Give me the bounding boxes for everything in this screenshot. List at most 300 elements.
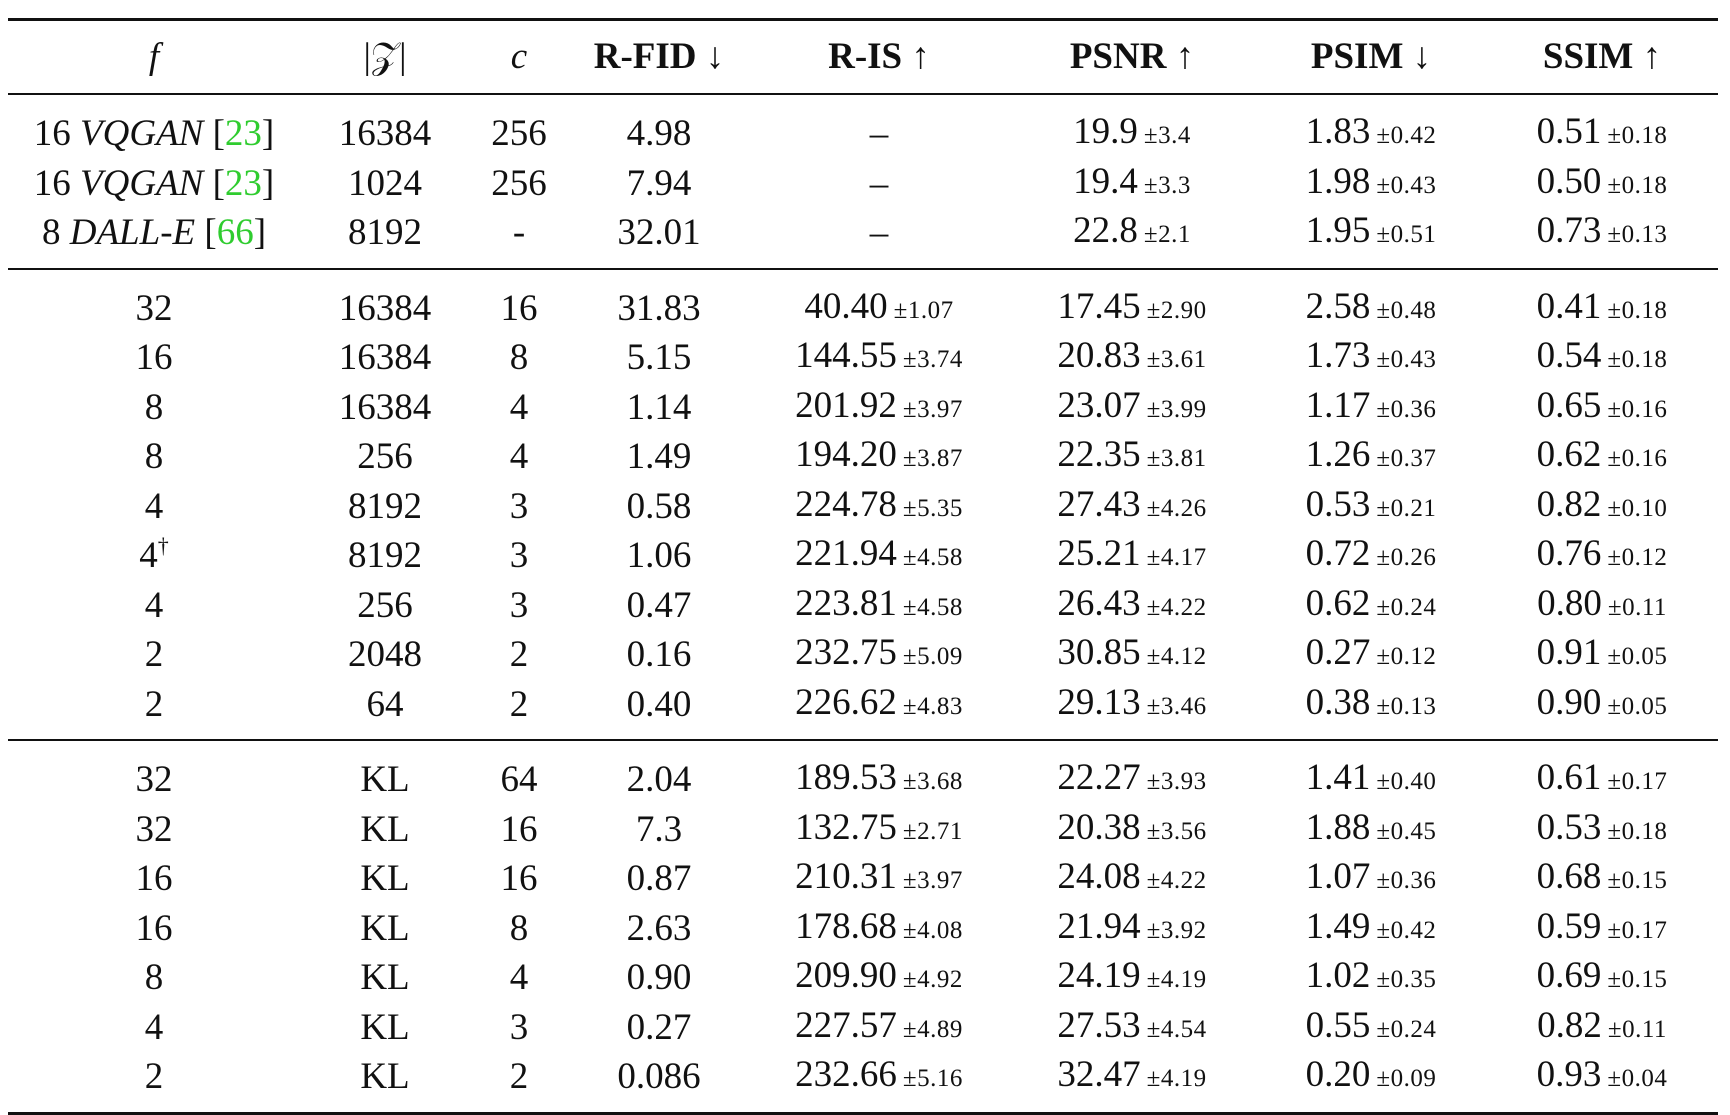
cell-f — [8, 755, 300, 805]
ris-std: ±5.35 — [902, 494, 963, 522]
f-value: 8 — [144, 957, 164, 998]
ssim-value: 0.93 — [1536, 1054, 1602, 1095]
cell-f — [8, 531, 300, 581]
cell-psnr — [1008, 383, 1256, 433]
c-value: 8 — [509, 907, 529, 949]
psim-value: 1.41 — [1305, 757, 1371, 798]
psnr-value: 17.45 — [1057, 285, 1141, 327]
c-value: 16 — [500, 808, 538, 850]
header-ssim-arrow: ↑ — [1642, 36, 1662, 77]
cell-c — [470, 284, 568, 334]
ris-value: 226.62 — [795, 681, 897, 723]
cell-c — [470, 208, 568, 258]
c-value: 8 — [509, 337, 529, 378]
model-name: DALL-E — [69, 212, 196, 253]
z-value: 8192 — [348, 535, 422, 576]
cell-z — [300, 953, 470, 1003]
table-row — [8, 953, 1718, 1003]
psim-value: 0.55 — [1305, 1004, 1371, 1046]
cell-rfid — [568, 383, 750, 433]
psnr-value: 19.9 — [1073, 111, 1138, 152]
cell-c — [470, 854, 568, 904]
table-row — [8, 680, 1718, 730]
cell-rfid — [568, 284, 750, 334]
ssim-value: 0.53 — [1536, 806, 1602, 848]
psim-std: ±0.35 — [1376, 966, 1437, 993]
psnr-std: ±4.17 — [1146, 544, 1207, 571]
cell-rfid — [568, 432, 750, 482]
cell-psim — [1256, 1003, 1486, 1053]
psnr-value: 32.47 — [1057, 1054, 1141, 1095]
table-row — [8, 333, 1718, 383]
cell-psim — [1256, 630, 1486, 680]
cell-psnr — [1008, 630, 1256, 680]
cell-z — [300, 854, 470, 904]
psnr-std: ±2.90 — [1146, 296, 1207, 324]
cell-ssim — [1486, 904, 1718, 954]
z-value: 16384 — [338, 337, 432, 378]
ris-value: 227.57 — [795, 1004, 897, 1046]
psim-std: ±0.43 — [1376, 171, 1437, 199]
rfid-value: 32.01 — [617, 212, 701, 253]
cell-ssim — [1486, 805, 1718, 855]
psim-std: ±0.13 — [1376, 692, 1437, 720]
ris-value: 221.94 — [795, 533, 897, 574]
psim-value: 1.73 — [1305, 335, 1371, 376]
cell-c — [470, 805, 568, 855]
z-value: 2048 — [348, 634, 422, 675]
cell-ssim — [1486, 755, 1718, 805]
table-row — [8, 531, 1718, 581]
psnr-std: ±4.19 — [1146, 1065, 1207, 1092]
f-value: 16 — [135, 907, 173, 949]
psnr-std: ±3.81 — [1146, 445, 1207, 472]
header-rfid — [568, 21, 750, 93]
f-value: 8 — [41, 212, 61, 253]
cell-ris — [750, 805, 1008, 855]
cell-ris — [750, 432, 1008, 482]
psim-value: 1.07 — [1305, 856, 1371, 897]
ssim-value: 0.82 — [1537, 1004, 1602, 1046]
cell-psim — [1256, 383, 1486, 433]
rfid-value: 1.06 — [626, 535, 692, 576]
c-value: 16 — [500, 858, 538, 899]
cell-psim — [1256, 208, 1486, 258]
cell-z — [300, 755, 470, 805]
table-row — [8, 383, 1718, 433]
cell-ssim — [1486, 680, 1718, 730]
cell-psnr — [1008, 953, 1256, 1003]
psnr-std: ±4.12 — [1146, 643, 1207, 670]
cell-ssim — [1486, 284, 1718, 334]
cell-ssim — [1486, 854, 1718, 904]
cell-psim — [1256, 284, 1486, 334]
z-value: KL — [360, 759, 410, 800]
cell-c — [470, 383, 568, 433]
cell-psnr — [1008, 208, 1256, 258]
c-value: 3 — [509, 584, 529, 626]
psnr-value: 27.43 — [1057, 483, 1141, 525]
cell-ris — [750, 904, 1008, 954]
cell-rfid — [568, 208, 750, 258]
z-value: KL — [360, 858, 410, 899]
c-value: 4 — [509, 386, 529, 428]
cell-psnr — [1008, 333, 1256, 383]
c-value: 64 — [500, 759, 538, 800]
psnr-value: 23.07 — [1057, 384, 1141, 426]
ssim-value: 0.59 — [1536, 905, 1602, 947]
table-row — [8, 208, 1718, 258]
cell-psim — [1256, 953, 1486, 1003]
header-ris-label: R-IS — [828, 36, 903, 77]
psim-value: 2.58 — [1305, 285, 1371, 327]
ssim-std: ±0.13 — [1607, 221, 1668, 248]
ssim-std: ±0.05 — [1607, 692, 1668, 720]
ssim-value: 0.54 — [1536, 335, 1602, 376]
cell-ris — [750, 680, 1008, 730]
c-value: - — [512, 212, 526, 253]
cell-psnr — [1008, 581, 1256, 631]
f-value: 16 — [33, 162, 71, 204]
ris-std: ±4.92 — [902, 966, 963, 993]
rfid-value: 2.04 — [626, 759, 692, 800]
rfid-value: 1.14 — [626, 386, 692, 428]
ris-value: 201.92 — [795, 384, 897, 426]
table-row — [8, 904, 1718, 954]
psim-value: 1.95 — [1305, 210, 1371, 251]
psnr-std: ±4.19 — [1146, 966, 1207, 993]
ssim-std: ±0.05 — [1607, 643, 1668, 670]
rfid-value: 31.83 — [617, 287, 701, 329]
cell-c — [470, 904, 568, 954]
ris-value: 144.55 — [795, 335, 897, 376]
cell-ris — [750, 854, 1008, 904]
header-psnr-label: PSNR — [1069, 36, 1167, 77]
rfid-value: 0.16 — [626, 634, 692, 675]
ris-std: ±4.83 — [902, 692, 963, 720]
cell-psim — [1256, 581, 1486, 631]
ris-value: 178.68 — [795, 905, 897, 947]
cell-c — [470, 432, 568, 482]
psnr-value: 26.43 — [1057, 582, 1141, 624]
psim-std: ±0.42 — [1376, 916, 1437, 944]
psnr-value: 24.19 — [1057, 955, 1141, 996]
psim-std: ±0.26 — [1376, 544, 1437, 571]
cell-z — [300, 1052, 470, 1102]
ssim-value: 0.82 — [1536, 483, 1602, 525]
psnr-std: ±3.56 — [1146, 817, 1207, 845]
table-row — [8, 854, 1718, 904]
cell-c — [470, 109, 568, 159]
cell-c — [470, 953, 568, 1003]
cell-z — [300, 383, 470, 433]
cell-rfid — [568, 159, 750, 209]
ssim-std: ±0.12 — [1607, 544, 1668, 571]
ris-value: 223.81 — [795, 582, 897, 624]
c-value: 2 — [509, 1056, 529, 1097]
ssim-std: ±0.15 — [1607, 966, 1668, 993]
cell-f — [8, 805, 300, 855]
header-row — [8, 21, 1718, 93]
header-psim-arrow: ↓ — [1412, 36, 1432, 77]
rfid-value: 0.086 — [617, 1056, 701, 1097]
cell-c — [470, 1052, 568, 1102]
z-value: KL — [360, 957, 410, 998]
f-value: 4 — [144, 1006, 164, 1048]
psnr-std: ±4.54 — [1146, 1015, 1207, 1043]
table-row — [8, 1003, 1718, 1053]
ris-value: 209.90 — [795, 955, 897, 996]
c-value: 3 — [509, 535, 529, 576]
psim-value: 0.62 — [1305, 582, 1371, 624]
header-c: c — [510, 36, 528, 77]
ssim-value: 0.62 — [1536, 434, 1602, 475]
rfid-value: 7.3 — [635, 808, 683, 850]
cell-rfid — [568, 1003, 750, 1053]
c-value: 4 — [509, 436, 529, 477]
f-value: 2 — [144, 1056, 164, 1097]
cell-psnr — [1008, 482, 1256, 532]
psim-std: ±0.40 — [1376, 768, 1437, 795]
ssim-std: ±0.16 — [1607, 395, 1668, 423]
ris-value: 232.66 — [795, 1054, 897, 1095]
ris-value: 210.31 — [795, 856, 897, 897]
cell-psim — [1256, 854, 1486, 904]
ris-std: ±4.58 — [902, 593, 963, 621]
cell-rfid — [568, 953, 750, 1003]
cell-rfid — [568, 109, 750, 159]
cell-psim — [1256, 805, 1486, 855]
cell-c — [470, 159, 568, 209]
header-rfid-label: R-FID — [593, 36, 697, 77]
f-value: 32 — [135, 287, 173, 329]
psnr-value: 20.83 — [1057, 335, 1141, 376]
cell-f: 8 DALL-E [66] — [41, 212, 267, 253]
cell-ris — [750, 208, 1008, 258]
cell-z — [300, 805, 470, 855]
table-row — [8, 109, 1718, 159]
citation-link: 66 — [216, 212, 254, 253]
f-value: 16 — [135, 337, 173, 378]
ris-value: 194.20 — [795, 434, 897, 475]
cell-c — [470, 680, 568, 730]
psnr-std: ±4.22 — [1146, 867, 1207, 894]
table-row — [8, 630, 1718, 680]
psim-value: 1.98 — [1305, 160, 1371, 202]
cell-c — [470, 531, 568, 581]
rfid-value: 2.63 — [626, 907, 692, 949]
ssim-std: ±0.17 — [1607, 916, 1668, 944]
ssim-value: 0.73 — [1536, 210, 1602, 251]
c-value: 4 — [509, 957, 529, 998]
psnr-std: ±3.3 — [1143, 171, 1191, 199]
ris-std: ±3.97 — [902, 867, 963, 894]
ris-std: ±3.68 — [902, 768, 963, 795]
cell-rfid — [568, 630, 750, 680]
z-value: 8192 — [348, 212, 422, 253]
table-row — [8, 581, 1718, 631]
cell-f — [8, 482, 300, 532]
psim-std: ±0.51 — [1376, 221, 1437, 248]
header-psim — [1256, 21, 1486, 93]
cell-psim — [1256, 432, 1486, 482]
c-value: 256 — [491, 113, 547, 154]
psnr-value: 24.08 — [1057, 856, 1141, 897]
z-value: 1024 — [348, 162, 422, 204]
cell-ris — [750, 755, 1008, 805]
dagger-mark: † — [157, 533, 169, 558]
ssim-std: ±0.18 — [1607, 122, 1668, 149]
psim-std: ±0.37 — [1376, 445, 1437, 472]
ris-value: 40.40 — [804, 285, 888, 327]
cell-c — [470, 755, 568, 805]
header-ris-arrow: ↑ — [911, 36, 930, 77]
cell-rfid — [568, 854, 750, 904]
cell-ris — [750, 333, 1008, 383]
cell-z — [300, 680, 470, 730]
cell-f: 16 VQGAN [23] — [33, 113, 275, 154]
cell-psim — [1256, 482, 1486, 532]
rfid-value: 0.90 — [626, 957, 692, 998]
results-table — [8, 18, 1718, 1115]
psim-std: ±0.21 — [1376, 494, 1437, 522]
ris-std: ±5.16 — [902, 1065, 963, 1092]
ssim-std: ±0.11 — [1607, 1015, 1667, 1043]
table-row — [8, 755, 1718, 805]
cell-z — [300, 531, 470, 581]
psnr-std: ±3.46 — [1146, 692, 1207, 720]
c-value: 16 — [500, 287, 538, 329]
cell-z — [300, 1003, 470, 1053]
ssim-value: 0.68 — [1536, 856, 1602, 897]
ris-std: ±1.07 — [893, 296, 954, 324]
ris-std: ±4.08 — [902, 916, 963, 944]
rfid-value: 0.27 — [626, 1006, 692, 1048]
ssim-std: ±0.11 — [1607, 593, 1667, 621]
table-row — [8, 805, 1718, 855]
cell-z — [300, 630, 470, 680]
f-value: 32 — [135, 808, 173, 850]
ssim-std: ±0.15 — [1607, 867, 1668, 894]
citation-link: 23 — [224, 113, 262, 154]
cell-f — [8, 333, 300, 383]
psnr-value: 30.85 — [1057, 632, 1141, 673]
z-value: 16384 — [338, 287, 432, 329]
cell-rfid — [568, 904, 750, 954]
cell-ssim — [1486, 953, 1718, 1003]
psim-std: ±0.36 — [1376, 395, 1437, 423]
ris-value: 132.75 — [795, 806, 897, 848]
z-value: KL — [360, 1056, 410, 1097]
ris-std: ±3.97 — [902, 395, 963, 423]
cell-ssim — [1486, 333, 1718, 383]
psim-value: 1.17 — [1305, 384, 1371, 426]
cell-z — [300, 109, 470, 159]
psim-std: ±0.24 — [1376, 1015, 1437, 1043]
cell-f — [8, 1003, 300, 1053]
cell-ris — [750, 581, 1008, 631]
cell-ris — [750, 531, 1008, 581]
ssim-value: 0.51 — [1536, 111, 1602, 152]
rfid-value: 0.47 — [626, 584, 692, 626]
cell-rfid — [568, 805, 750, 855]
cell-ris — [750, 1003, 1008, 1053]
psim-value: 1.49 — [1305, 905, 1371, 947]
citation-link: 23 — [224, 162, 262, 204]
cell-ssim — [1486, 383, 1718, 433]
ris-std: ±4.89 — [902, 1015, 963, 1043]
psim-value: 0.38 — [1305, 681, 1371, 723]
cell-f — [8, 383, 300, 433]
cell-c — [470, 333, 568, 383]
cell-psnr — [1008, 109, 1256, 159]
rfid-value: 0.58 — [626, 485, 692, 527]
cell-rfid — [568, 581, 750, 631]
ris-value: – — [869, 212, 889, 253]
z-value: KL — [360, 808, 410, 850]
rfid-value: 5.15 — [626, 337, 692, 378]
cell-f — [8, 581, 300, 631]
psim-std: ±0.09 — [1376, 1065, 1437, 1092]
cell-f — [8, 854, 300, 904]
ssim-value: 0.41 — [1536, 285, 1602, 327]
header-f: f — [148, 36, 160, 77]
ssim-std: ±0.04 — [1607, 1065, 1668, 1092]
table-row — [8, 432, 1718, 482]
psim-value: 0.20 — [1305, 1054, 1371, 1095]
cell-c — [470, 1003, 568, 1053]
row-group — [8, 284, 1718, 730]
ris-value: – — [869, 162, 889, 204]
cell-rfid — [568, 482, 750, 532]
cell-ssim — [1486, 109, 1718, 159]
cell-f — [8, 953, 300, 1003]
f-value: 8 — [144, 386, 164, 428]
cell-psnr — [1008, 1052, 1256, 1102]
cell-psnr — [1008, 680, 1256, 730]
psim-value: 0.27 — [1305, 632, 1371, 673]
ris-std: ±5.09 — [902, 643, 963, 670]
cell-ris — [750, 630, 1008, 680]
cell-z — [300, 159, 470, 209]
f-value: 4 — [144, 485, 164, 527]
psim-value: 0.72 — [1305, 533, 1371, 574]
ssim-value: 0.76 — [1536, 533, 1602, 574]
cell-ris — [750, 1052, 1008, 1102]
ris-std: ±3.87 — [902, 445, 963, 472]
cell-z — [300, 904, 470, 954]
cell-ssim — [1486, 1052, 1718, 1102]
cell-z — [300, 432, 470, 482]
rfid-value: 0.40 — [626, 683, 692, 725]
cell-ris — [750, 159, 1008, 209]
psnr-std: ±4.22 — [1146, 593, 1207, 621]
model-name: VQGAN — [80, 113, 204, 154]
cell-psim — [1256, 904, 1486, 954]
z-value: 16384 — [338, 113, 432, 154]
cell-ssim — [1486, 630, 1718, 680]
psnr-std: ±4.26 — [1146, 494, 1207, 522]
psim-std: ±0.45 — [1376, 817, 1437, 845]
cell-ssim — [1486, 1003, 1718, 1053]
header-psim-label: PSIM — [1310, 36, 1404, 77]
cell-psnr — [1008, 805, 1256, 855]
cell-c — [470, 581, 568, 631]
c-value: 3 — [509, 1006, 529, 1048]
header-z: |𝒵| — [363, 36, 407, 77]
cell-rfid — [568, 755, 750, 805]
cell-ris — [750, 482, 1008, 532]
